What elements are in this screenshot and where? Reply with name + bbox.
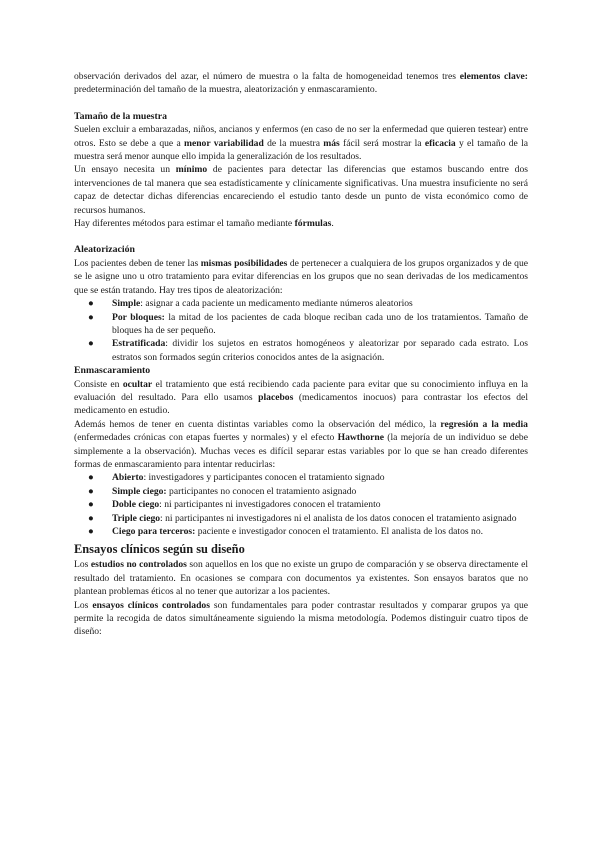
ensayos-paragraph-2: Los ensayos clínicos controlados son fundamentales para poder contrastar resultados y comparar grupos ya que permite la recogida de datos simultáneamente siguiendo la misma metodología. Podemos distinguir cuatro tipos de diseño: bbox=[74, 599, 529, 638]
heading-aleatorizacion: Aleatorización bbox=[74, 244, 135, 256]
heading-enmascaramiento: Enmascaramiento bbox=[74, 365, 151, 377]
enmascaramiento-paragraph-1: Consiste en ocultar el tratamiento que está recibiendo cada paciente para evitar que su conocimiento influya en la evaluación del resultado. Para ello usamos placebos (medicamentos inocuos) para contrastar los efectos del medicamento en estudio. bbox=[74, 378, 528, 417]
bullet-icon: ● bbox=[88, 526, 94, 537]
bullet-icon: ● bbox=[88, 485, 94, 497]
bullet-icon: ● bbox=[88, 298, 94, 310]
list-item: ● Simple: asignar a cada paciente un medicamento mediante números aleatorios bbox=[88, 298, 413, 310]
list-item: ● Ciego para terceros: paciente e investigador conocen el tratamiento. El analista de los datos no. bbox=[88, 526, 484, 537]
list-item: ● Simple ciego: participantes no conocen el tratamiento asignado bbox=[88, 485, 357, 497]
intro-paragraph: observación derivados del azar, el número de muestra o la falta de homogeneidad tenemos tres elementos clave: predeterminación del tamaño de la muestra, aleatorización y enmascaramiento. bbox=[74, 71, 528, 96]
list-item: ● Por bloques: la mitad de los pacientes de cada bloque reciban cada uno de los tratamientos. Tamaño de bloques ha de ser pequeño. bbox=[88, 311, 529, 336]
tamano-paragraph-2: Un ensayo necesita un mínimo de pacientes para detectar las diferencias que estamos buscando entre dos intervenciones de tal manera que sea estadísticamente y clínicamente significativas. Una muestra insuficiente no será capaz de detectar dichas diferencias encareciendo el estudio tanto desde un punto de vista económico como de recursos humanos. bbox=[74, 164, 528, 216]
enmascaramiento-list bbox=[74, 471, 528, 538]
bullet-icon: ● bbox=[88, 472, 94, 484]
list-item: ● Triple ciego: ni participantes ni investigadores ni el analista de los datos conocen el tratamiento asignado bbox=[88, 512, 517, 524]
bullet-icon: ● bbox=[88, 311, 94, 323]
list-item: ● Doble ciego: ni participantes ni investigadores conocen el tratamiento bbox=[88, 499, 381, 511]
enmascaramiento-paragraph-2: Además hemos de tener en cuenta distintas variables como la observación del médico, la regresión a la media (enfermedades crónicas con etapas fuertes y normales) y el efecto Hawthorne (la mejoría de un individuo se debe simplemente a la observación). Muchas veces es difícil separar estas variables por lo que se han creado diferentes formas de enmascaramiento para intentar reducirlas: bbox=[74, 418, 528, 470]
aleatorizacion-list bbox=[74, 297, 528, 364]
bullet-icon: ● bbox=[88, 338, 94, 350]
bullet-icon: ● bbox=[88, 512, 94, 524]
tamano-paragraph-1: Suelen excluir a embarazadas, niños, ancianos y enfermos (en caso de no ser la enfermedad que quieren testear) entre otros. Esto se debe a que a menor variabilidad de la muestra más fácil será mostrar la eficacia y el tamaño de la muestra será menor aunque ello impida la generalización de los resultados. bbox=[74, 124, 528, 163]
heading-tamano-muestra: Tamaño de la muestra bbox=[74, 110, 167, 122]
ensayos-paragraph-1: Los estudios no controlados son aquellos en los que no existe un grupo de comparación y se observa directamente el resultado del tratamiento. En ocasiones se compara con documentos ya existentes. Son ensayos baratos que no plantean problemas éticos al no tener que autorizar a los pacientes. bbox=[74, 559, 528, 598]
tamano-paragraph-3: Hay diferentes métodos para estimar el tamaño mediante fórmulas. bbox=[74, 218, 334, 230]
heading-ensayos-diseno: Ensayos clínicos según su diseño bbox=[74, 542, 245, 557]
list-item: ● Abierto: investigadores y participantes conocen el tratamiento signado bbox=[88, 472, 385, 484]
list-item: ● Estratificada: dividir los sujetos en estratos homogéneos y aleatorizar por separado cada estrato. Los estratos son formados según criterios conocidos antes de la asignación. bbox=[88, 338, 528, 363]
aleatorizacion-paragraph: Los pacientes deben de tener las mismas posibilidades de pertenecer a cualquiera de los grupos organizados y de que se le asigne uno u otro tratamiento para evitar diferencias en los grupos que no sean derivadas de los medicamentos que se están tratando. Hay tres tipos de aleatorización: bbox=[74, 257, 529, 296]
bullet-icon: ● bbox=[88, 499, 94, 511]
